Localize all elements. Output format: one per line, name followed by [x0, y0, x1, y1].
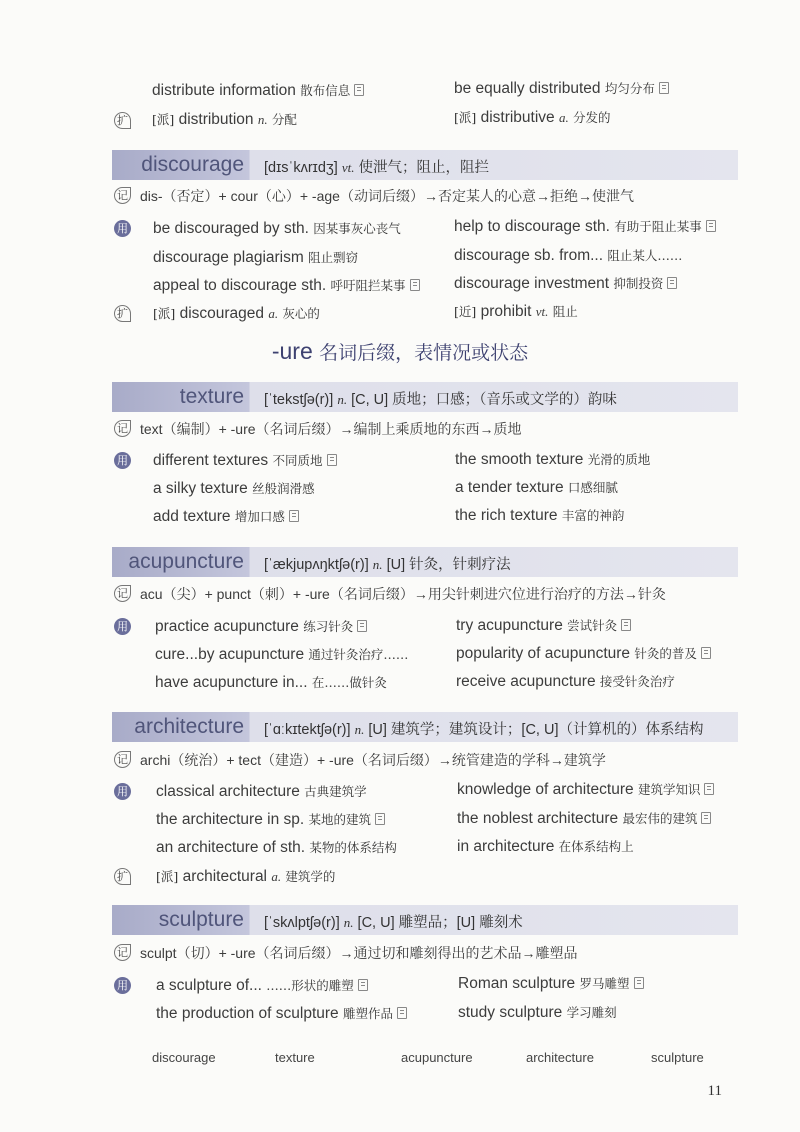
- entry-definition: [ˈɑːkɪtektʃə(r)] n. [U] 建筑学；建筑设计；[C, U]（计算机的）体系结构: [264, 722, 704, 738]
- headword: texture: [179, 385, 244, 408]
- phrase: Roman sculpture 罗马雕塑: [458, 974, 644, 993]
- headword: discourage: [141, 153, 244, 176]
- etymology: text（编制）+ -ure（名词后缀）→编制上乘质地的东西→质地: [140, 421, 522, 437]
- audio-icon[interactable]: [289, 510, 299, 522]
- etymology: sculpt（切）+ -ure（名词后缀）→通过切和雕刻得出的艺术品→雕塑品: [140, 945, 578, 961]
- phrase: classical architecture 古典建筑学: [156, 783, 367, 800]
- audio-icon[interactable]: [634, 977, 644, 989]
- phrase: a tender texture 口感细腻: [455, 479, 618, 496]
- entry-header-discourage: [112, 150, 738, 180]
- entry-definition: [ˈækjupʌŋktʃə(r)] n. [U] 针灸，针刺疗法: [264, 557, 511, 573]
- audio-icon[interactable]: [410, 279, 420, 291]
- audio-icon[interactable]: [667, 277, 677, 289]
- derivative: [近] prohibit vt. 阻止: [454, 303, 578, 320]
- audio-icon[interactable]: [327, 454, 337, 466]
- audio-icon[interactable]: [354, 84, 364, 96]
- phrase: discourage sb. from... 阻止某人……: [454, 247, 683, 264]
- extension-icon: 扩: [114, 112, 131, 129]
- phrase: discourage investment 抑制投资: [454, 274, 677, 293]
- phrase: be equally distributed 均匀分布: [454, 79, 669, 98]
- phrase: the rich texture 丰富的神韵: [455, 507, 625, 524]
- memory-icon: 记: [114, 187, 131, 204]
- phrase: knowledge of architecture 建筑学知识: [457, 780, 714, 799]
- audio-icon[interactable]: [706, 220, 716, 232]
- entry-definition: [ˈtekstʃə(r)] n. [C, U] 质地；口感；（音乐或文学的）韵味: [264, 392, 617, 408]
- phrase: in architecture 在体系结构上: [457, 838, 634, 855]
- phrase: have acupuncture in... 在……做针灸: [155, 674, 387, 691]
- audio-icon[interactable]: [659, 82, 669, 94]
- memory-icon: 记: [114, 420, 131, 437]
- extension-icon: 扩: [114, 305, 131, 322]
- headword: acupuncture: [128, 550, 244, 573]
- etymology: dis-（否定）+ cour（心）+ -age（动词后缀）→否定某人的心意→拒绝→使泄气: [140, 188, 634, 204]
- entry-header-acupuncture: [112, 547, 738, 577]
- usage-icon: 用: [114, 783, 131, 800]
- page-number: 11: [707, 1083, 722, 1099]
- extension-icon: 扩: [114, 868, 131, 885]
- footer-word: discourage: [152, 1050, 216, 1065]
- audio-icon[interactable]: [375, 813, 385, 825]
- footer-word: texture: [275, 1050, 315, 1065]
- audio-icon[interactable]: [701, 647, 711, 659]
- phrase: try acupuncture 尝试针灸: [456, 616, 631, 635]
- footer-word: architecture: [526, 1050, 594, 1065]
- phrase: distribute information 散布信息: [152, 81, 364, 100]
- memory-icon: 记: [114, 751, 131, 768]
- usage-icon: 用: [114, 977, 131, 994]
- phrase: appeal to discourage sth. 呼吁阻拦某事: [153, 276, 420, 295]
- phrase: help to discourage sth. 有助于阻止某事: [454, 217, 716, 236]
- audio-icon[interactable]: [704, 783, 714, 795]
- entry-header-sculpture: [112, 905, 738, 935]
- usage-icon: 用: [114, 220, 131, 237]
- audio-icon[interactable]: [397, 1007, 407, 1019]
- phrase: popularity of acupuncture 针灸的普及: [456, 644, 711, 663]
- headword: architecture: [134, 715, 244, 738]
- usage-icon: 用: [114, 452, 131, 469]
- audio-icon[interactable]: [701, 812, 711, 824]
- memory-icon: 记: [114, 585, 131, 602]
- phrase: the production of sculpture 雕塑作品: [156, 1004, 407, 1023]
- entry-definition: [ˈskʌlptʃə(r)] n. [C, U] 雕塑品；[U] 雕刻术: [264, 915, 523, 931]
- audio-icon[interactable]: [357, 620, 367, 632]
- phrase: be discouraged by sth. 因某事灰心丧气: [153, 220, 401, 237]
- phrase: receive acupuncture 接受针灸治疗: [456, 673, 675, 690]
- phrase: the smooth texture 光滑的质地: [455, 451, 651, 468]
- phrase: different textures 不同质地: [153, 451, 337, 470]
- phrase: a sculpture of... ……形状的雕塑: [156, 976, 368, 995]
- etymology: acu（尖）+ punct（刺）+ -ure（名词后缀）→用尖针刺进穴位进行治疗的方法→针灸: [140, 586, 666, 602]
- derivative: [派] architectural a. 建筑学的: [156, 868, 336, 885]
- phrase: cure...by acupuncture 通过针灸治疗……: [155, 646, 409, 663]
- phrase: the architecture in sp. 某地的建筑: [156, 810, 385, 829]
- audio-icon[interactable]: [621, 619, 631, 631]
- phrase: the noblest architecture 最宏伟的建筑: [457, 809, 711, 828]
- derivative: [派] distributive a. 分发的: [454, 109, 611, 126]
- entry-definition: [dɪsˈkʌrɪdʒ] vt. 使泄气；阻止，阻拦: [264, 160, 490, 176]
- usage-icon: 用: [114, 618, 131, 635]
- phrase: discourage plagiarism 阻止剽窃: [153, 249, 359, 266]
- footer-word: acupuncture: [401, 1050, 473, 1065]
- phrase: a silky texture 丝般润滑感: [153, 480, 315, 497]
- phrase: add texture 增加口感: [153, 507, 299, 526]
- phrase: study sculpture 学习雕刻: [458, 1004, 617, 1021]
- entry-header-texture: [112, 382, 738, 412]
- footer-word: sculpture: [651, 1050, 704, 1065]
- derivative: [派] discouraged a. 灰心的: [153, 305, 320, 322]
- headword: sculpture: [158, 908, 244, 931]
- phrase: an architecture of sth. 某物的体系结构: [156, 839, 397, 856]
- etymology: archi（统治）+ tect（建造）+ -ure（名词后缀）→统管建造的学科→建筑学: [140, 752, 606, 768]
- derivative: [派] distribution n. 分配: [152, 111, 297, 128]
- audio-icon[interactable]: [358, 979, 368, 991]
- section-title: -ure 名词后缀，表情况或状态: [271, 338, 529, 364]
- phrase: practice acupuncture 练习针灸: [155, 617, 367, 636]
- entry-header-architecture: [112, 712, 738, 742]
- memory-icon: 记: [114, 944, 131, 961]
